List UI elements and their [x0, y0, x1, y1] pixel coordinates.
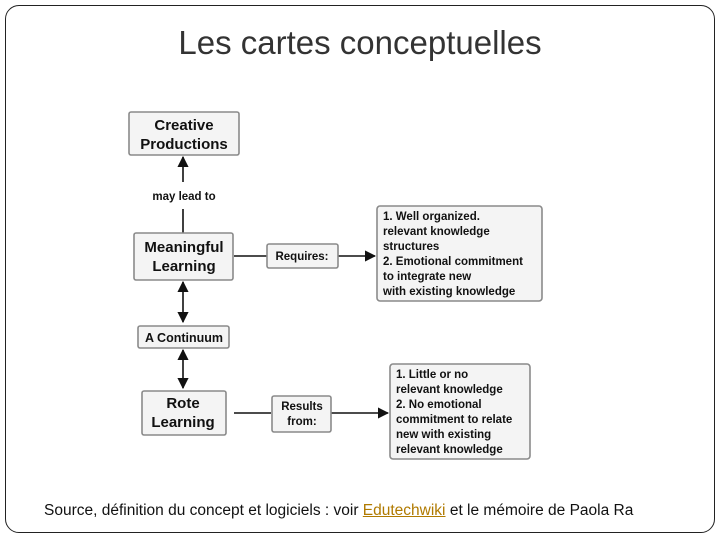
label-requires: Requires: — [275, 251, 329, 263]
edutechwiki-link[interactable]: Edutechwiki — [362, 502, 446, 519]
results-line-2: relevant knowledge — [396, 384, 503, 396]
node-requirements — [377, 206, 542, 301]
node-requires — [267, 244, 338, 268]
requirements-line-3: structures — [383, 241, 440, 253]
results-line-6: relevant knowledge — [396, 444, 503, 456]
node-rote-learning — [142, 391, 226, 435]
node-creative-line1: Creative — [154, 117, 214, 134]
node-continuum — [138, 326, 229, 348]
slide-title: Les cartes conceptuelles — [178, 24, 542, 61]
node-meaningful-learning — [134, 233, 233, 280]
label-continuum: A Continuum — [145, 331, 223, 345]
node-results — [390, 364, 530, 459]
results-from-line2: from: — [287, 416, 317, 428]
footer-prefix: Source, définition du concept et logiciels : voir — [44, 502, 363, 519]
node-meaningful-line2: Learning — [152, 258, 216, 275]
results-line-5: new with existing — [396, 429, 492, 441]
requirements-line-2: relevant knowledge — [383, 226, 490, 238]
node-creative-productions — [129, 112, 239, 155]
results-line-1: 1. Little or no — [396, 369, 469, 381]
results-from-line1: Results — [281, 401, 323, 413]
results-line-3: 2. No emotional — [396, 399, 482, 411]
results-line-4: commitment to relate — [396, 414, 513, 426]
label-may-lead-to: may lead to — [152, 191, 216, 203]
node-rote-line1: Rote — [166, 395, 200, 412]
requirements-line-4: 2. Emotional commitment — [383, 256, 523, 268]
requirements-line-6: with existing knowledge — [383, 286, 516, 298]
footer-suffix: et le mémoire de Paola Ra — [445, 502, 634, 519]
requirements-line-1: 1. Well organized. — [383, 211, 480, 223]
requirements-line-5: to integrate new — [383, 271, 472, 283]
node-meaningful-line1: Meaningful — [144, 239, 224, 256]
node-results-from — [272, 396, 331, 432]
source-footer — [44, 502, 633, 520]
node-rote-line2: Learning — [151, 414, 215, 431]
node-creative-line2: Productions — [140, 136, 228, 153]
